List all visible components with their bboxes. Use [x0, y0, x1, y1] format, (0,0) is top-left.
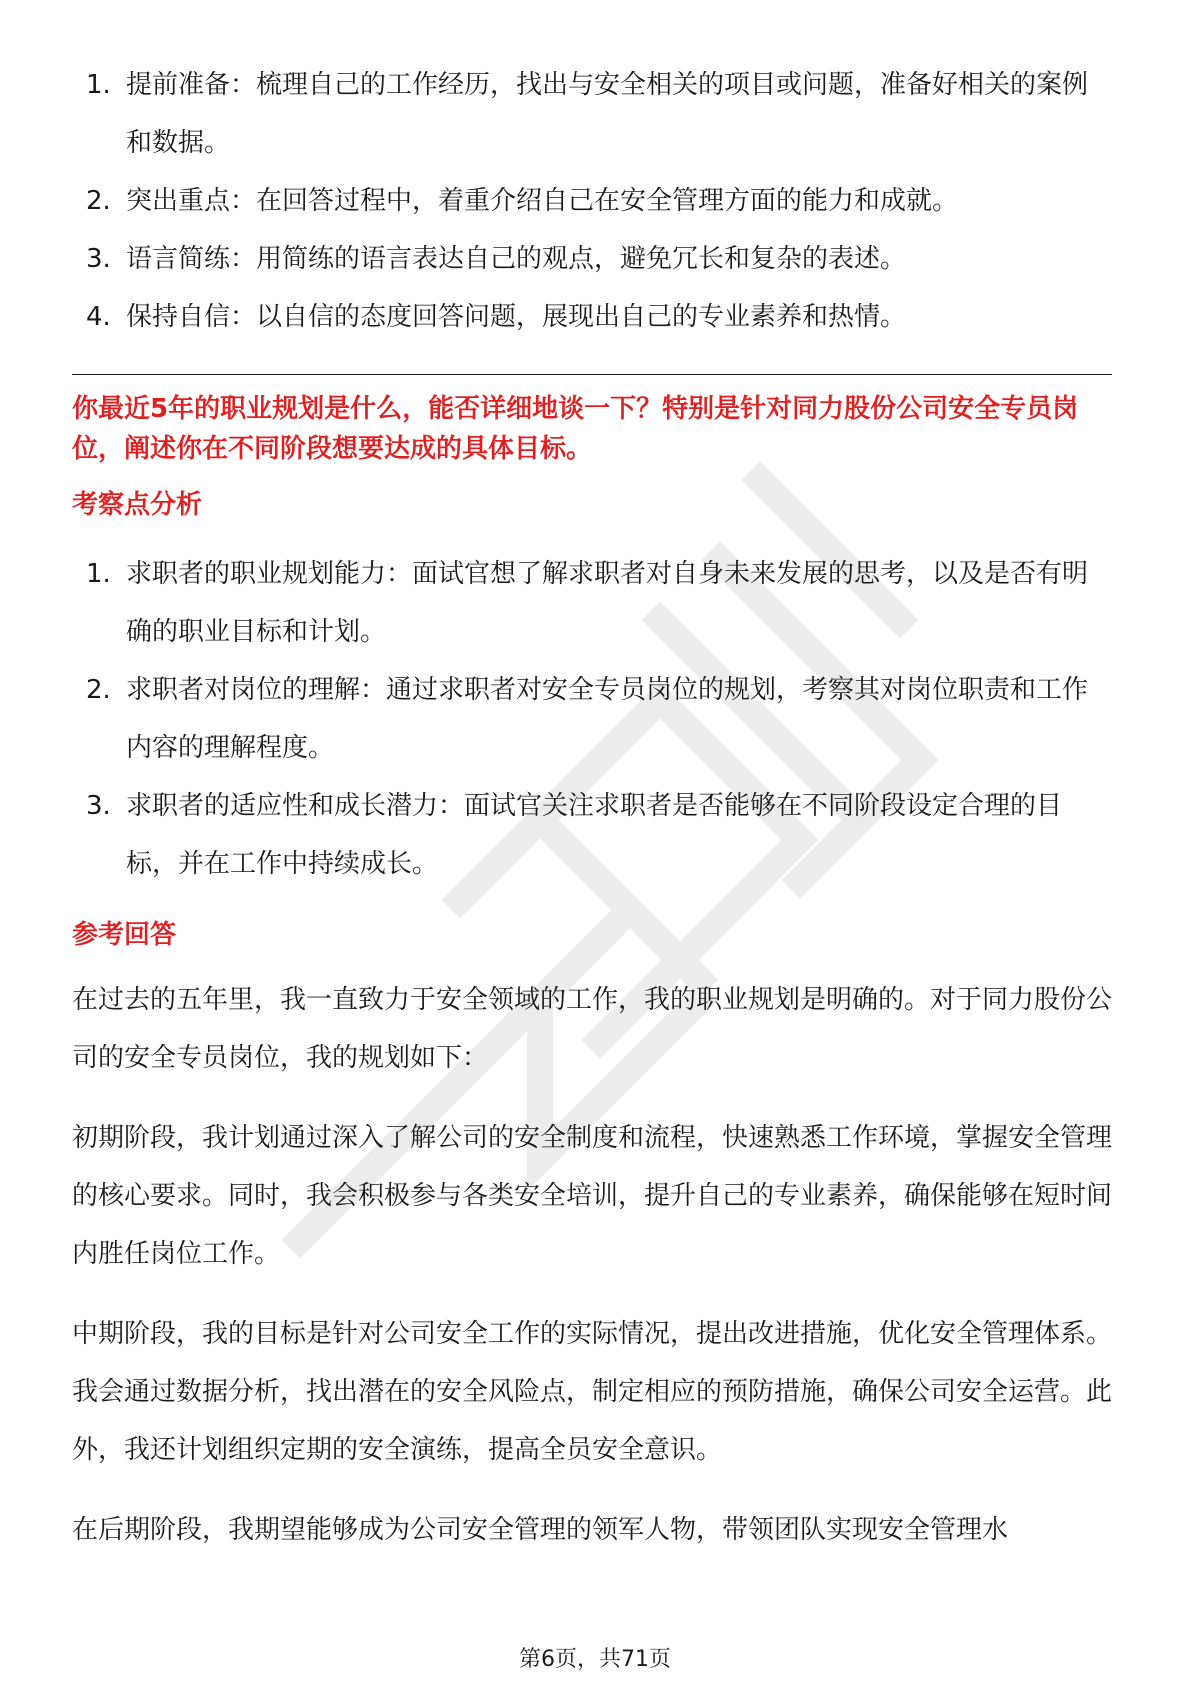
list-text: 保持自信：以自信的态度回答问题，展现出自己的专业素养和热情。 — [126, 302, 907, 332]
list-number: 1. — [86, 559, 111, 589]
interview-question: 你最近5年的职业规划是什么，能否详细地谈一下？特别是针对同力股份公司安全专员岗位，阐述你在不同阶段想要达成的具体目标。 — [72, 394, 1079, 464]
list-number: 2. — [86, 675, 111, 705]
section-divider — [72, 374, 1112, 375]
answer-paragraph: 初期阶段，我计划通过深入了解公司的安全制度和流程，快速熟悉工作环境，掌握安全管理的核心要求。同时，我会积极参与各类安全培训，提升自己的专业素养，确保能够在短时间内胜任岗位工作。 — [72, 1123, 1113, 1269]
list-text: 提前准备：梳理自己的工作经历，找出与安全相关的项目或问题，准备好相关的案例和数据。 — [126, 70, 1089, 158]
list-number: 3. — [86, 244, 111, 274]
list-item — [72, 172, 1112, 230]
analysis-heading: 考察点分析 — [72, 490, 203, 520]
analysis-list — [72, 545, 1112, 893]
list-number: 2. — [86, 186, 111, 216]
answer-heading: 参考回答 — [72, 920, 177, 950]
list-text: 求职者的适应性和成长潜力：面试官关注求职者是否能够在不同阶段设定合理的目标，并在工作中持续成长。 — [126, 791, 1063, 879]
list-text: 语言简练：用简练的语言表达自己的观点，避免冗长和复杂的表述。 — [126, 244, 907, 274]
list-item — [72, 288, 1112, 346]
list-item — [72, 545, 1112, 661]
list-text: 突出重点：在回答过程中，着重介绍自己在安全管理方面的能力和成就。 — [126, 186, 959, 216]
list-item — [72, 230, 1112, 288]
answer-paragraph: 中期阶段，我的目标是针对公司安全工作的实际情况，提出改进措施，优化安全管理体系。我会通过数据分析，找出潜在的安全风险点，制定相应的预防措施，确保公司安全运营。此外，我还计划组织定期的安全演练，提高全员安全意识。 — [72, 1319, 1113, 1465]
list-item — [72, 661, 1112, 777]
answer-paragraph: 在后期阶段，我期望能够成为公司安全管理的领军人物，带领团队实现安全管理水 — [72, 1515, 1009, 1545]
list-item — [72, 56, 1112, 172]
tips-list — [72, 56, 1112, 346]
list-item — [72, 777, 1112, 893]
answer-paragraph: 在过去的五年里，我一直致力于安全领域的工作，我的职业规划是明确的。对于同力股份公司的安全专员岗位，我的规划如下： — [72, 985, 1113, 1073]
list-text: 求职者的职业规划能力：面试官想了解求职者对自身未来发展的思考，以及是否有明确的职业目标和计划。 — [126, 559, 1089, 647]
list-number: 1. — [86, 70, 111, 100]
list-number: 4. — [86, 302, 111, 332]
list-number: 3. — [86, 791, 111, 821]
page-content — [72, 56, 1112, 1581]
page-number: 第6页，共71页 — [519, 1647, 671, 1672]
list-text: 求职者对岗位的理解：通过求职者对安全专员岗位的规划，考察其对岗位职责和工作内容的理解程度。 — [126, 675, 1089, 763]
